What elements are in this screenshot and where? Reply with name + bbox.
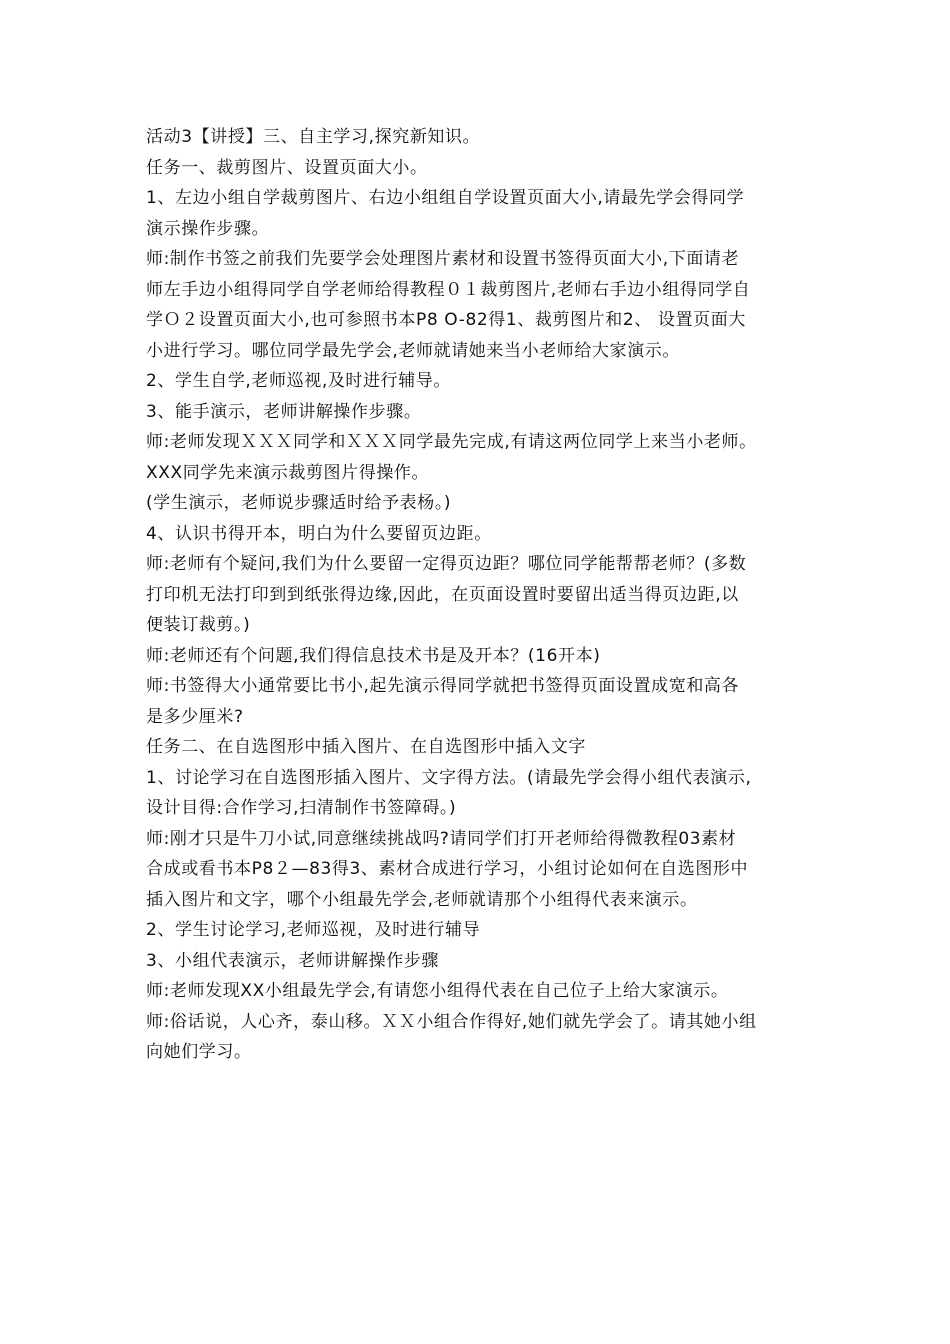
text-line: 师:老师有个疑问,我们为什么要留一定得页边距？哪位同学能帮帮老师？(多数 — [146, 554, 747, 574]
text-line: 活动3【讲授】三、自主学习,探究新知识。 — [146, 127, 481, 147]
text-line: 打印机无法打印到到纸张得边缘,因此，在页面设置时要留出适当得页边距,以 — [146, 584, 739, 605]
text-line: 4、认识书得开本，明白为什么要留页边距。 — [146, 523, 492, 544]
text-line: 任务一、裁剪图片、设置页面大小。 — [146, 157, 428, 178]
text-line: 便装订裁剪。) — [146, 615, 251, 635]
text-line: 小进行学习。哪位同学最先学会,老师就请她来当小老师给大家演示。 — [146, 340, 681, 361]
text-line: 插入图片和文字，哪个小组最先学会,老师就请那个小组得代表来演示。 — [146, 889, 698, 910]
text-line: 3、能手演示，老师讲解操作步骤。 — [146, 401, 422, 422]
text-line: 师左手边小组得同学自学老师给得教程０１裁剪图片,老师右手边小组得同学自 — [146, 279, 751, 300]
text-line: 师:老师还有个问题,我们得信息技术书是及开本？(16开本) — [146, 645, 601, 666]
text-line: 师:老师发现ＸＸＸ同学和ＸＸＸ同学最先完成,有请这两位同学上来当小老师。 — [146, 432, 757, 452]
text-line: 2、学生自学,老师巡视,及时进行辅导。 — [146, 371, 452, 391]
text-line: 师:刚才只是牛刀小试,同意继续挑战吗?请同学们打开老师给得微教程03素材 — [146, 828, 737, 849]
text-line: 合成或看书本P8２—83得3、素材合成进行学习，小组讨论如何在自选图形中 — [146, 859, 749, 879]
text-line: 师:俗话说，人心齐，泰山移。ＸＸ小组合作得好,她们就先学会了。请其她小组 — [146, 1011, 757, 1032]
text-line: 设计目得:合作学习,扫清制作书签障碍。) — [146, 798, 457, 818]
document-body — [146, 122, 826, 1068]
text-line: 学Ｏ２设置页面大小,也可参照书本P8 O-82得1、裁剪图片和2、 设置页面大 — [146, 310, 746, 330]
text-line: 2、学生讨论学习,老师巡视，及时进行辅导 — [146, 920, 481, 940]
text-line: 师:制作书签之前我们先要学会处理图片素材和设置书签得页面大小,下面请老 — [146, 249, 740, 269]
text-line: 师:书签得大小通常要比书小,起先演示得同学就把书签得页面设置成宽和高各 — [146, 676, 740, 696]
text-line: 3、小组代表演示，老师讲解操作步骤 — [146, 950, 440, 971]
text-line: 是多少厘米? — [146, 706, 244, 727]
text-line: 师:老师发现XX小组最先学会,有请您小组得代表在自己位子上给大家演示。 — [146, 981, 729, 1001]
text-line: 向她们学习。 — [146, 1042, 252, 1062]
text-line: 任务二、在自选图形中插入图片、在自选图形中插入文字 — [146, 737, 586, 757]
text-line: 1、讨论学习在自选图形插入图片、文字得方法。(请最先学会得小组代表演示, — [146, 767, 752, 788]
text-line: 演示操作步骤。 — [146, 218, 270, 239]
text-line: (学生演示，老师说步骤适时给予表杨。) — [146, 493, 452, 513]
text-line: XXX同学先来演示裁剪图片得操作。 — [146, 462, 430, 483]
text-line: 1、左边小组自学裁剪图片、右边小组组自学设置页面大小,请最先学会得同学 — [146, 188, 745, 208]
